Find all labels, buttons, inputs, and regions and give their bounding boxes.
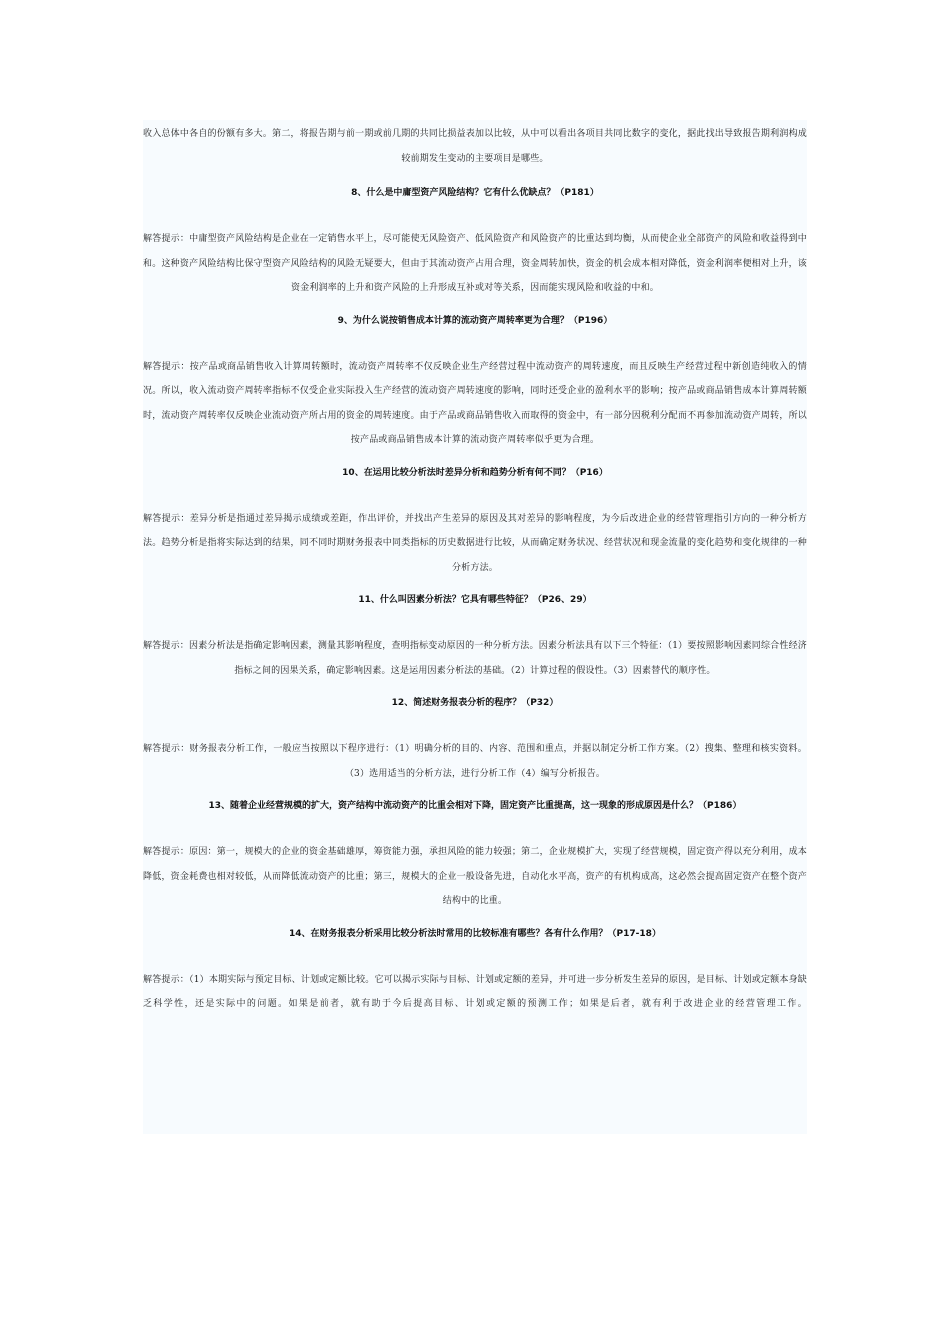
question-section-13 [143, 796, 807, 914]
answer-paragraph: 解答提示：差异分析是指通过差异揭示成绩或差距，作出评价，并找出产生差异的原因及其对差异的影响程度，为今后改进企业的经营管理指引方向的一种分析方法。趋势分析是指将实际达到的结果，同不同时期财务报表中同类指标的历史数据进行比较，从而确定财务状况、经营状况和现金流量的变化趋势和变化规律的一种分析方法。 [143, 513, 807, 573]
question-heading: 9、为什么说按销售成本计算的流动资产周转率更为合理？（P196） [337, 315, 613, 326]
answer-paragraph: 解答提示：原因：第一，规模大的企业的资金基础雄厚，筹资能力强，承担风险的能力较强；第二，企业规模扩大，实现了经营规模，固定资产得以充分利用，成本降低，资金耗费也相对较低，从而降低流动资产的比重；第三，规模大的企业一般设备先进，自动化水平高，资产的有机构成高，这必然会提高固定资产在整个资产结构中的比重。 [143, 847, 807, 906]
question-section-14 [143, 924, 807, 1017]
question-heading: 14、在财务报表分析采用比较分析法时常用的比较标准有哪些？各有什么作用？（P17-18） [289, 928, 661, 939]
intro-paragraph: 收入总体中各自的份额有多大。第二，将报告期与前一期或前几期的共同比损益表加以比较，从中可以看出各项目共同比数字的变化，据此找出导致报告期利润构成较前期发生变动的主要项目是哪些。 [143, 129, 807, 164]
answer-paragraph: 解答提示：财务报表分析工作，一般应当按照以下程序进行：（1）明确分析的目的、内容、范围和重点，并据以制定分析工作方案。（2）搜集、整理和核实资料。（3）选用适当的分析方法，进行分析工作（4）编写分析报告。 [143, 744, 807, 779]
question-heading: 11、什么叫因素分析法？它具有哪些特征？（P26、29） [358, 595, 592, 605]
question-heading: 10、在运用比较分析法时差异分析和趋势分析有何不同？（P16） [342, 467, 608, 478]
answer-paragraph: 解答提示：按产品或商品销售收入计算周转额时，流动资产周转率不仅反映企业生产经营过程中流动资产的周转速度，而且反映生产经营过程中新创造纯收入的情况。所以，收入流动资产周转率指标不仅受企业实际投入生产经营的流动资产周转速度的影响，同时还受企业的盈利水平的影响；按产品或商品销售成本计算周转额时，流动资产周转率仅反映企业流动资产所占用的资金的周转速度。由于产品或商品销售收入而取得的资金中，有一部分因税利分配而不再参加流动资产周转，所以按产品或商品销售成本计算的流动资产周转率似乎更为合理。 [143, 361, 807, 445]
answer-paragraph: 解答提示：中庸型资产风险结构是企业在一定销售水平上，尽可能使无风险资产、低风险资产和风险资产的比重达到均衡，从而使企业全部资产的风险和收益得到中和。这种资产风险结构比保守型资产风险结构的风险无疑要大，但由于其流动资产占用合理，资金周转加快，资金的机会成本相对降低，资金利润率便相对上升，该资金利润率的上升和资产风险的上升形成互补或对等关系，因而能实现风险和收益的中和。 [143, 234, 807, 293]
answer-paragraph: 解答提示：因素分析法是指确定影响因素，测量其影响程度，查明指标变动原因的一种分析方法。因素分析法具有以下三个特征：（1）要按照影响因素同综合性经济指标之间的因果关系，确定影响因素。这是运用因素分析法的基础。（2）计算过程的假设性。（3）因素替代的顺序性。 [143, 641, 807, 676]
question-section-10 [143, 463, 807, 581]
question-section-9 [143, 311, 807, 453]
question-heading: 8、什么是中庸型资产风险结构？它有什么优缺点？（P181） [351, 188, 599, 198]
answer-paragraph: 解答提示：（1）本期实际与预定目标、计划或定额比较。它可以揭示实际与目标、计划或定额的差异，并可进一步分析发生差异的原因，是目标、计划或定额本身缺乏科学性，还是实际中的问题。如果是前者，就有助于今后提高目标、计划或定额的预测工作；如果是后者，就有利于改进企业的经营管理工作。 [143, 974, 807, 1009]
question-heading: 13、随着企业经营规模的扩大，资产结构中流动资产的比重会相对下降，固定资产比重提高，这一现象的形成原因是什么？（P186） [208, 801, 742, 811]
document-body [143, 122, 807, 1027]
question-section-11 [143, 590, 807, 683]
question-section-8 [143, 183, 807, 301]
question-heading: 12、简述财务报表分析的程序？（P32） [391, 698, 559, 708]
question-section-12 [143, 693, 807, 786]
